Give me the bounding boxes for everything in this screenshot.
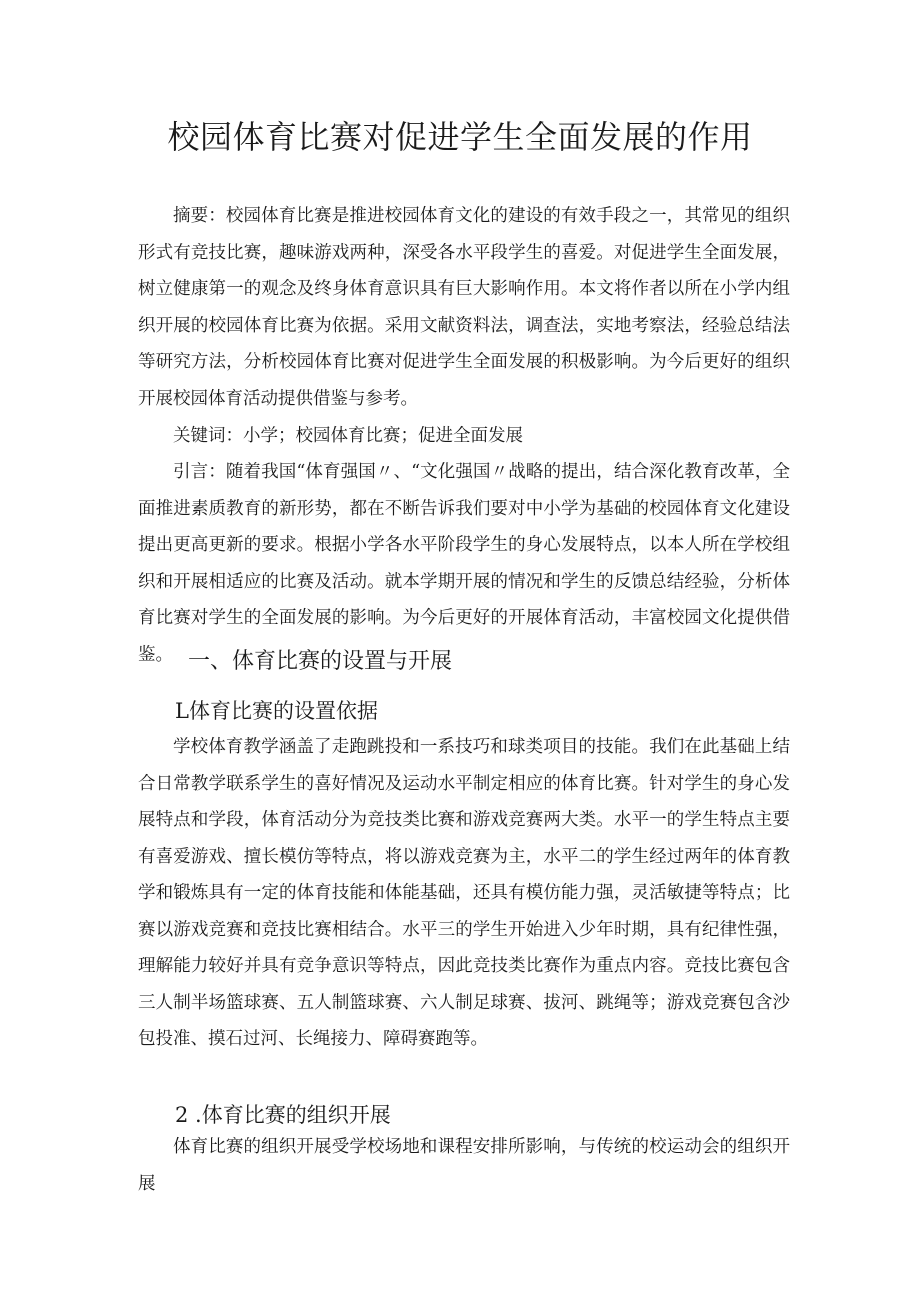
body-paragraph: 学校体育教学涵盖了走跑跳投和一系技巧和球类项目的技能。我们在此基础上结合日常教学联系学生的喜好情况及运动水平制定相应的体育比赛。针对学生的身心发展特点和学段，体育活动分为竞技类比赛和游戏竞赛两大类。水平一的学生特点主要有喜爱游戏、擅长模仿等特点，将以游戏竞赛为主，水平二的学生经过两年的体育教学和锻炼具有一定的体育技能和体能基础，还具有模仿能力强，灵活敏捷等特点；比赛以游戏竞赛和竞技比赛相结合。水平三的学生开始进入少年时期，具有纪律性强，理解能力较好并具有竞争意识等特点，因此竞技类比赛作为重点内容。竞技比赛包含三人制半场篮球赛、五人制篮球赛、六人制足球赛、拔河、跳绳等；游戏竞赛包含沙包投准、摸石过河、长绳接力、障碍赛跑等。 (138, 737, 790, 1049)
introduction-paragraph: 引言：随着我国“体育强国〃、“文化强国〃战略的提出，结合深化教育改革，全面推进素质教育的新形势，都在不断告诉我们要对中小学为基础的校园体育文化建设提出更高更新的要求。根据小学各水平阶段学生的身心发展特点，以本人所在学校组织和开展相适应的比赛及活动。就本学期开展的情况和学生的反馈总结经验，分析体育比赛对学生的全面发展的影响。为今后更好的开展体育活动，丰富校园文化提供借鉴。 (138, 462, 790, 665)
document-title: 校园体育比赛对促进学生全面发展的作用 (167, 118, 753, 156)
subsection-heading: L体育比赛的设置依据 (175, 699, 378, 723)
body-paragraph: 体育比赛的组织开展受学校场地和课程安排所影响，与传统的校运动会的组织开展 (138, 1137, 790, 1194)
subsection-heading: 2 .体育比赛的组织开展 (175, 1103, 391, 1127)
section-heading: 一、体育比赛的设置与开展 (188, 649, 453, 674)
keywords-line: 关键词：小学；校园体育比赛；促进全面发展 (173, 426, 523, 446)
abstract-paragraph: 摘要：校园体育比赛是推进校园体育文化的建设的有效手段之一，其常见的组织形式有竞技比赛，趣味游戏两种，深受各水平段学生的喜爱。对促进学生全面发展，树立健康第一的观念及终身体育意识具有巨大影响作用。本文将作者以所在小学内组织开展的校园体育比赛为依据。采用文献资料法，调查法，实地考察法，经验总结法等研究方法，分析校园体育比赛对促进学生全面发展的积极影响。为今后更好的组织开展校园体育活动提供借鉴与参考。 (138, 206, 790, 409)
